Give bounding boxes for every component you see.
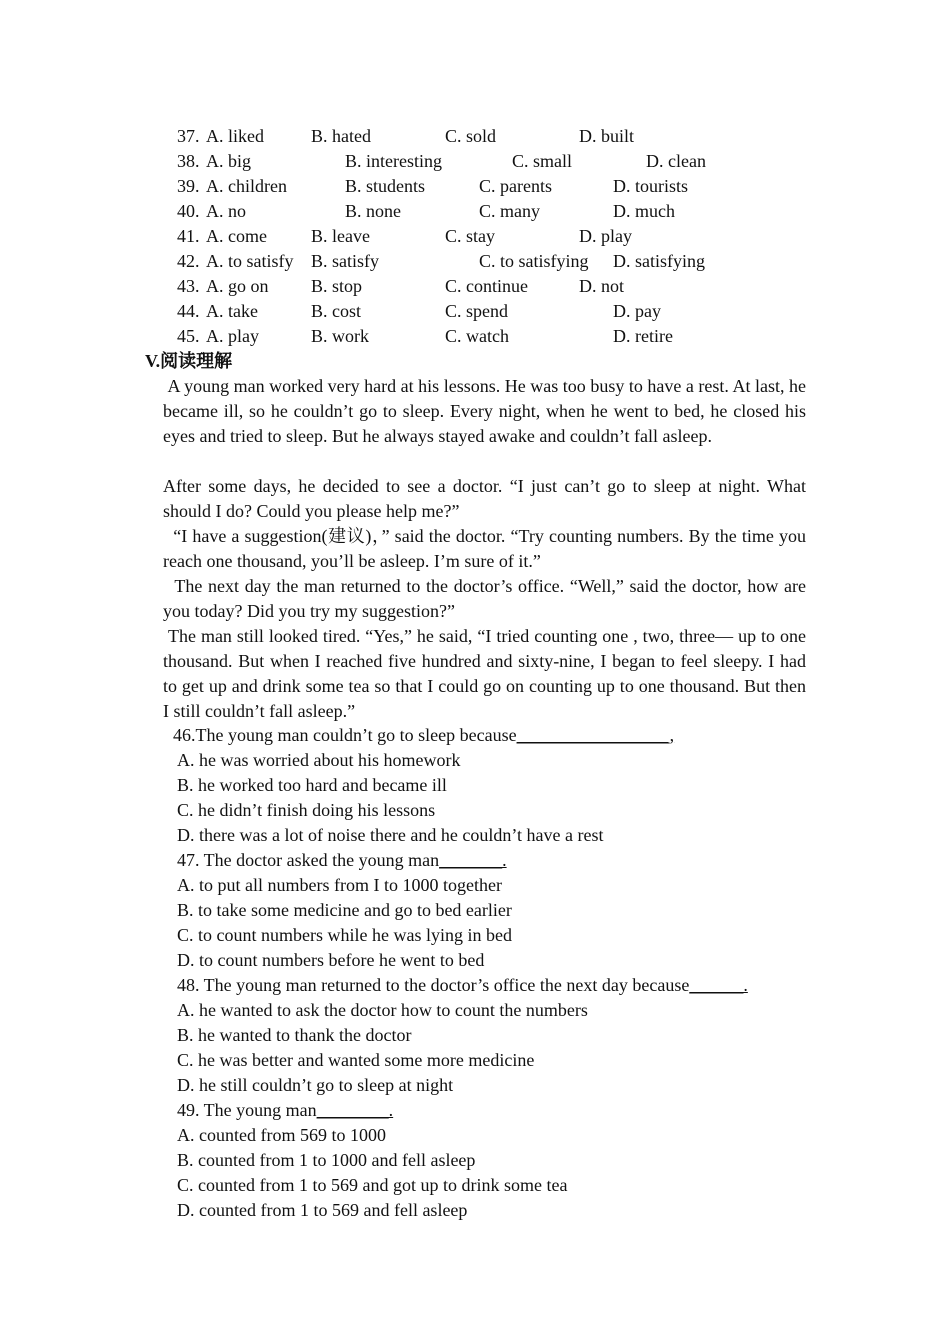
answer-option: A. to put all numbers from I to 1000 together [177,875,502,895]
section-heading: V.阅读理解 [145,351,233,371]
option-b: B. students [345,176,426,196]
answer-option: D. there was a lot of noise there and he couldn’t have a rest [177,825,604,845]
passage-paragraph: After some days, he decided to see a doctor. “I just can’t go to sleep at night. What should I do? Could you please help me?” [163,476,811,521]
option-b: B. work [311,326,369,346]
option-a: A. no [206,201,246,221]
question-number: 40. [177,201,200,221]
option-c: C. small [512,151,573,171]
option-c: C. parents [479,176,552,196]
passage-paragraph: A young man worked very hard at his lessons. He was too busy to have a rest. At last, he became ill, so he couldn’t go to sleep. Every night, when he went to bed, he closed his eyes and tried to sleep. But he always stayed awake and couldn’t fall asleep. [163,376,811,446]
stem-text: 49. The young man [177,1100,317,1120]
answer-option: C. he didn’t finish doing his lessons [177,800,436,820]
answer-option: B. counted from 1 to 1000 and fell asleep [177,1150,476,1170]
option-d: D. clean [646,151,706,171]
question-number: 43. [177,276,200,296]
option-c: C. spend [445,301,508,321]
answer-option: B. to take some medicine and go to bed earlier [177,900,512,920]
option-c: C. continue [445,276,528,296]
option-b: B. stop [311,276,363,296]
option-b: B. hated [311,126,371,146]
question-number: 42. [177,251,200,271]
answer-option: A. counted from 569 to 1000 [177,1125,386,1145]
question-number: 37. [177,126,200,146]
option-d: D. built [579,126,635,146]
option-c: C. watch [445,326,509,346]
option-d: D. not [579,276,624,296]
answer-blank: _________________, [516,725,675,745]
answer-option: C. counted from 1 to 569 and got up to drink some tea [177,1175,568,1195]
answer-option: D. he still couldn’t go to sleep at night [177,1075,454,1095]
option-d: D. pay [613,301,661,321]
option-a: A. children [206,176,287,196]
answer-option: D. counted from 1 to 569 and fell asleep [177,1200,468,1220]
stem-text: 48. The young man returned to the doctor’s office the next day because [177,975,690,995]
option-b: B. none [345,201,401,221]
answer-blank: ______. [689,975,748,995]
passage-paragraph: The next day the man returned to the doctor’s office. “Well,” said the doctor, how are you today? Did you try my suggestion?” [163,576,811,621]
option-a: A. come [206,226,267,246]
option-a: A. go on [206,276,269,296]
question-number: 39. [177,176,200,196]
answer-blank: ________. [316,1100,394,1120]
passage-paragraph: “I have a suggestion(建议)，” said the doctor. “Try counting numbers. By the time you reach one thousand, you’ll be asleep. I’m sure of it.” [163,526,811,571]
option-c: C. sold [445,126,497,146]
question-number: 45. [177,326,200,346]
option-c: C. many [479,201,540,221]
stem-text: 47. The doctor asked the young man [177,850,440,870]
question-stem [177,1098,393,1123]
option-c: C. stay [445,226,496,246]
answer-option: C. he was better and wanted some more medicine [177,1050,535,1070]
option-d: D. tourists [613,176,689,196]
question-number: 38. [177,151,200,171]
question-stem [177,848,507,873]
option-d: D. retire [613,326,673,346]
answer-option: B. he worked too hard and became ill [177,775,447,795]
question-stem [173,723,674,748]
question-number: 41. [177,226,200,246]
option-a: A. take [206,301,258,321]
option-b: B. leave [311,226,370,246]
option-a: A. play [206,326,259,346]
option-b: B. satisfy [311,251,380,271]
question-stem [177,973,748,998]
question-number: 44. [177,301,200,321]
passage-paragraph: The man still looked tired. “Yes,” he said, “I tried counting one , two, three— up to one thousand. But when I reached five hundred and sixty-nine, I began to feel sleepy. I had to get up and drink some tea so that I could go on counting up to one thousand. But then I still couldn’t fall asleep.” [163,626,811,721]
option-d: D. play [579,226,632,246]
answer-option: C. to count numbers while he was lying in bed [177,925,512,945]
answer-option: D. to count numbers before he went to bed [177,950,485,970]
answer-option: A. he was worried about his homework [177,750,461,770]
answer-option: A. he wanted to ask the doctor how to count the numbers [177,1000,588,1020]
answer-option: B. he wanted to thank the doctor [177,1025,412,1045]
stem-text: 46.The young man couldn’t go to sleep because [173,725,517,745]
option-a: A. to satisfy [206,251,294,271]
option-a: A. liked [206,126,264,146]
option-c: C. to satisfying [479,251,589,271]
option-a: A. big [206,151,251,171]
option-b: B. interesting [345,151,442,171]
option-d: D. much [613,201,675,221]
answer-blank: _______. [439,850,507,870]
option-d: D. satisfying [613,251,705,271]
option-b: B. cost [311,301,362,321]
